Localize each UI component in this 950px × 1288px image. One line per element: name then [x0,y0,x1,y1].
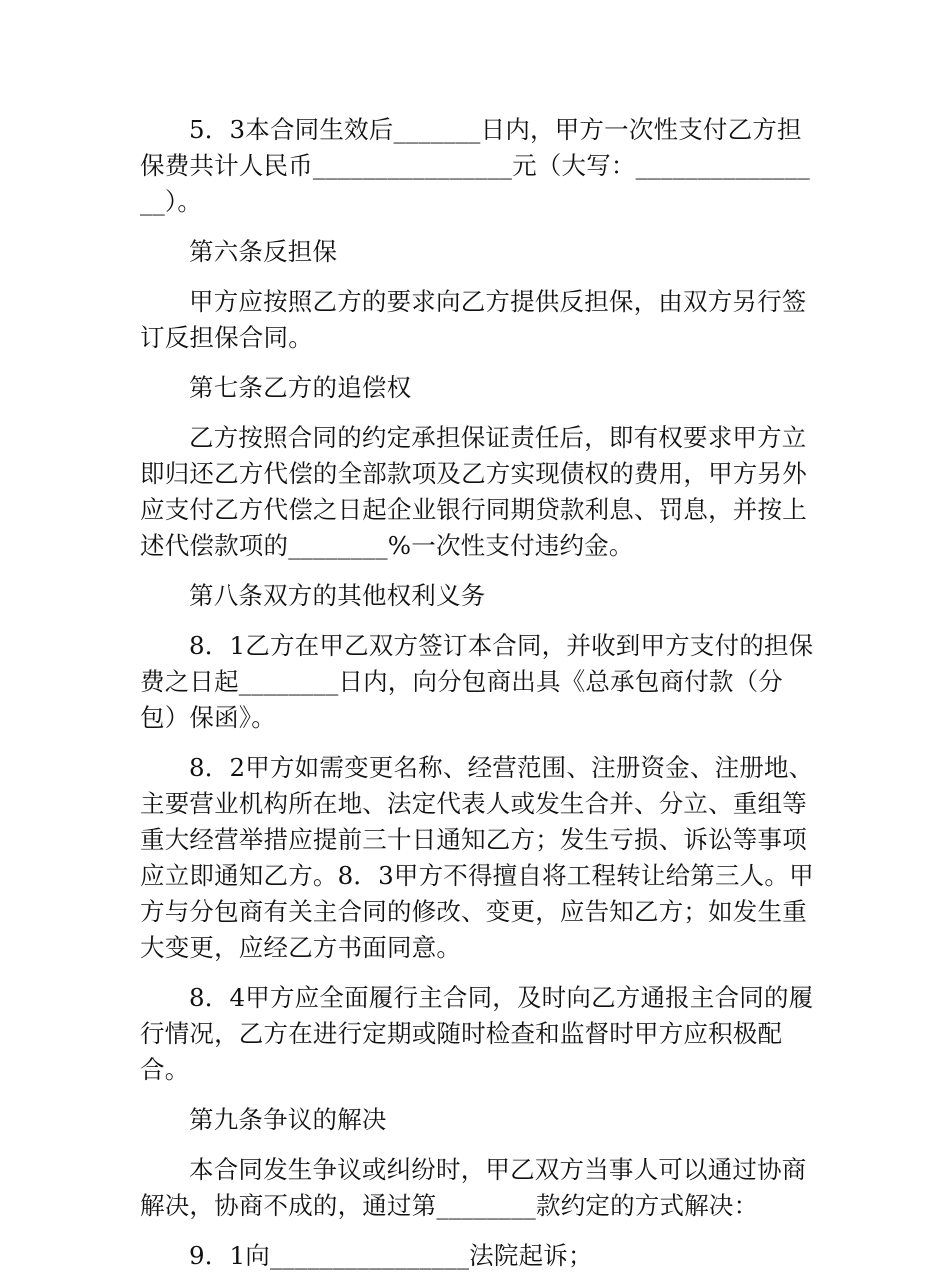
article-9-paragraph: 本合同发生争议或纠纷时，甲乙双方当事人可以通过协商解决，协商不成的，通过第________款约定的方式解决： [140,1155,807,1220]
article-9-heading: 第九条争议的解决 [189,1105,387,1134]
clause-8-2-paragraph: 8．2甲方如需变更名称、经营范围、注册资金、注册地、主要营业机构所在地、法定代表人或发生合并、分立、重组等重大经营举措应提前三十日通知乙方；发生亏损、诉讼等事项应立即通知乙方。8．3甲方不得擅自将工程转让给第三人。甲方与分包商有关主合同的修改、变更，应告知乙方；如发生重大变更，应经乙方书面同意。 [140,753,814,962]
article-6-heading: 第六条反担保 [189,237,338,266]
article-6-paragraph: 甲方应按照乙方的要求向乙方提供反担保，由双方另行签订反担保合同。 [140,287,807,352]
clause-8-4-paragraph: 8．4甲方应全面履行主合同，及时向乙方通报主合同的履行情况，乙方在进行定期或随时检查和监督时甲方应积极配合。 [140,983,814,1084]
document-body [140,112,816,1288]
article-8-heading: 第八条双方的其他权利义务 [189,581,486,610]
clause-9-1-paragraph: 9．1向________________法院起诉； [189,1241,593,1270]
article-7-paragraph: 乙方按照合同的约定承担保证责任后，即有权要求甲方立即归还乙方代偿的全部款项及乙方实现债权的费用，甲方另外应支付乙方代偿之日起企业银行同期贷款利息、罚息，并按上述代偿款项的________%一次性支付违约金。 [140,423,807,560]
clause-5-3-paragraph: 5．3本合同生效后_______日内，甲方一次性支付乙方担保费共计人民币________________元（大写：______________ __）。 [140,115,810,216]
article-7-heading: 第七条乙方的追偿权 [189,373,412,402]
clause-8-1-paragraph: 8．1乙方在甲乙双方签订本合同，并收到甲方支付的担保费之日起________日内，向分包商出具《总承包商付款（分包）保函》。 [140,631,814,732]
